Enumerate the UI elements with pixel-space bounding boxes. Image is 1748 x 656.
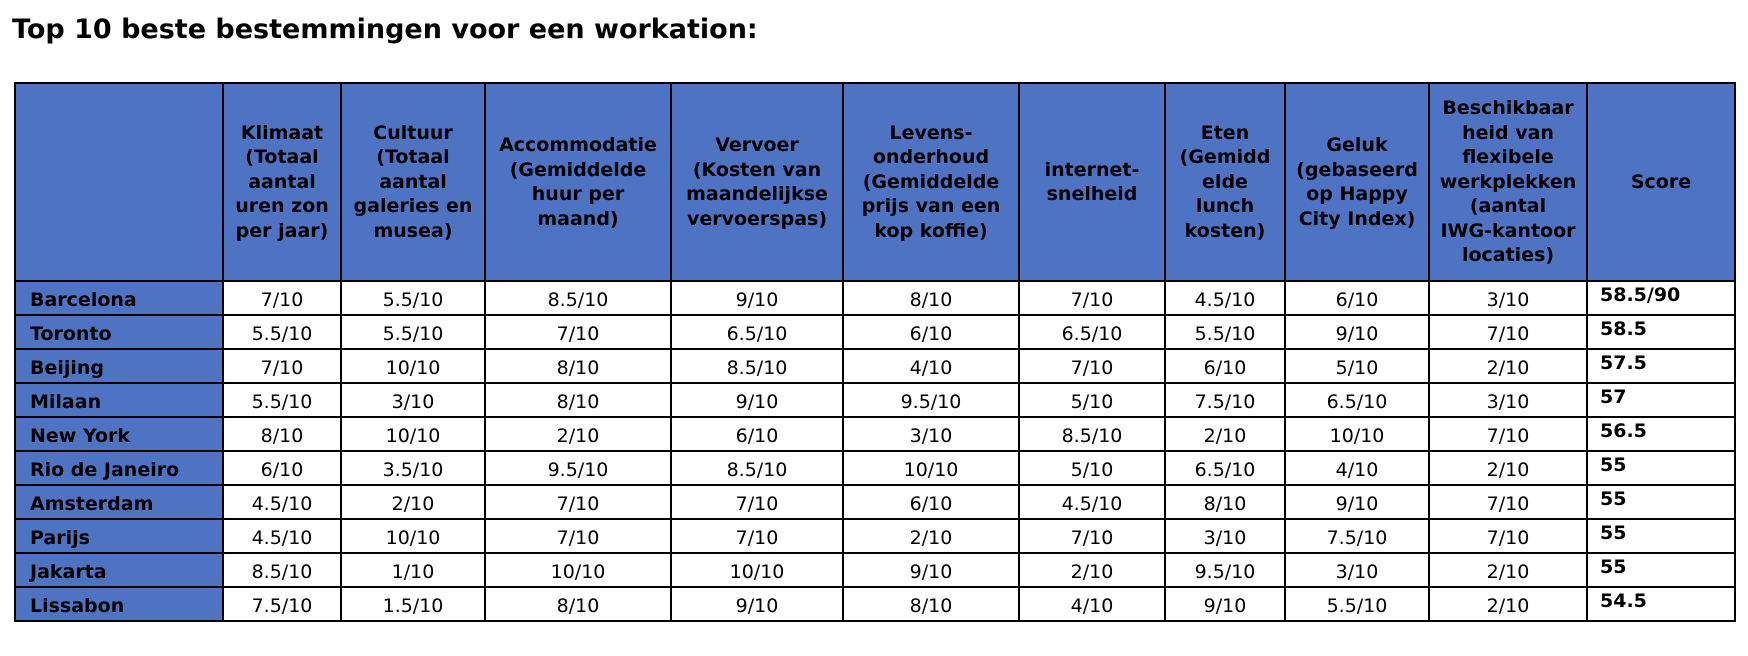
score-cell: 55 [1587,451,1735,485]
rating-cell: 10/10 [341,417,485,451]
city-cell: Parijs [15,519,223,553]
rating-cell: 5.5/10 [1165,315,1285,349]
table-row [15,485,1735,519]
rating-cell: 10/10 [843,451,1019,485]
rating-cell: 8.5/10 [223,553,341,587]
rating-cell: 5.5/10 [223,383,341,417]
rating-cell: 2/10 [341,485,485,519]
score-cell: 57 [1587,383,1735,417]
rating-cell: 7/10 [485,315,671,349]
rating-cell: 3/10 [843,417,1019,451]
header-cell-klimaat [223,83,341,281]
rating-cell: 8.5/10 [1019,417,1165,451]
city-cell: Beijing [15,349,223,383]
rating-cell: 2/10 [1429,451,1587,485]
city-cell: Lissabon [15,587,223,621]
rating-cell: 7/10 [1429,519,1587,553]
header-label: Eten (Gemidd elde lunch kosten) [1179,121,1271,242]
rating-cell: 3/10 [1429,281,1587,315]
rating-cell: 9/10 [671,383,843,417]
rating-cell: 2/10 [1019,553,1165,587]
rating-cell: 4/10 [1285,451,1429,485]
rating-cell: 2/10 [1429,349,1587,383]
rating-cell: 4/10 [1019,587,1165,621]
rating-cell: 5/10 [1285,349,1429,383]
table-row [15,417,1735,451]
rating-cell: 4/10 [843,349,1019,383]
header-cell-eten [1165,83,1285,281]
header-label: Geluk (gebaseerd op Happy City Index) [1296,134,1418,230]
city-cell: Barcelona [15,281,223,315]
rating-cell: 8/10 [485,349,671,383]
rating-cell: 6/10 [1285,281,1429,315]
table-body [15,281,1735,621]
rating-cell: 7/10 [1429,485,1587,519]
city-cell: Milaan [15,383,223,417]
score-cell: 58.5/90 [1587,281,1735,315]
rating-cell: 6.5/10 [1019,315,1165,349]
page-title: Top 10 beste bestemmingen voor een workation: [12,14,758,45]
rating-cell: 7/10 [1429,417,1587,451]
table-row [15,587,1735,621]
rating-cell: 7/10 [671,485,843,519]
city-cell: Rio de Janeiro [15,451,223,485]
table-row [15,451,1735,485]
rating-cell: 7/10 [1019,519,1165,553]
city-cell: Amsterdam [15,485,223,519]
rating-cell: 1.5/10 [341,587,485,621]
rating-cell: 5/10 [1019,451,1165,485]
header-cell-levensonderhoud [843,83,1019,281]
rating-cell: 8.5/10 [485,281,671,315]
table-row [15,281,1735,315]
rating-cell: 9.5/10 [843,383,1019,417]
city-cell: Jakarta [15,553,223,587]
rating-cell: 5.5/10 [341,315,485,349]
rating-cell: 5.5/10 [223,315,341,349]
rating-cell: 9/10 [1285,315,1429,349]
rating-cell: 2/10 [843,519,1019,553]
score-cell: 55 [1587,485,1735,519]
header-cell-werkplekken [1429,83,1587,281]
rating-cell: 10/10 [485,553,671,587]
score-cell: 56.5 [1587,417,1735,451]
rating-cell: 6/10 [1165,349,1285,383]
rating-cell: 7/10 [1019,281,1165,315]
rating-cell: 5.5/10 [1285,587,1429,621]
header-cell-internetsnelheid [1019,83,1165,281]
score-cell: 55 [1587,519,1735,553]
rating-cell: 3/10 [1429,383,1587,417]
score-cell: 54.5 [1587,587,1735,621]
table-row [15,383,1735,417]
score-cell: 55 [1587,553,1735,587]
rating-cell: 7/10 [1429,315,1587,349]
rating-cell: 10/10 [1285,417,1429,451]
rating-cell: 8/10 [485,587,671,621]
header-cell-vervoer [671,83,843,281]
rating-cell: 7/10 [1019,349,1165,383]
rating-cell: 3/10 [341,383,485,417]
table-row [15,349,1735,383]
rating-cell: 8/10 [485,383,671,417]
rating-cell: 10/10 [671,553,843,587]
header-label: Vervoer (Kosten van maandelijkse vervoerspas) [686,134,828,230]
score-cell: 58.5 [1587,315,1735,349]
rating-cell: 7.5/10 [1285,519,1429,553]
header-cell-geluk [1285,83,1429,281]
rating-cell: 5.5/10 [341,281,485,315]
rating-cell: 4.5/10 [223,519,341,553]
rating-cell: 6/10 [223,451,341,485]
city-cell: New York [15,417,223,451]
rating-cell: 7/10 [223,281,341,315]
rating-cell: 6/10 [843,485,1019,519]
rating-cell: 3/10 [1285,553,1429,587]
table-row [15,315,1735,349]
rating-cell: 3/10 [1165,519,1285,553]
rating-cell: 4.5/10 [1165,281,1285,315]
rating-cell: 9/10 [1165,587,1285,621]
rating-cell: 2/10 [485,417,671,451]
header-label: Accommodatie (Gemiddelde huur per maand) [499,134,657,230]
rating-cell: 6.5/10 [671,315,843,349]
rating-cell: 9/10 [843,553,1019,587]
rating-cell: 7/10 [485,519,671,553]
rating-cell: 2/10 [1429,553,1587,587]
rating-cell: 8.5/10 [671,349,843,383]
header-label: Klimaat (Totaal aantal uren zon per jaar) [235,121,329,242]
rating-cell: 9.5/10 [1165,553,1285,587]
rating-cell: 6.5/10 [1285,383,1429,417]
header-cell-accommodatie [485,83,671,281]
rating-cell: 10/10 [341,519,485,553]
rating-cell: 8/10 [1165,485,1285,519]
header-label: Score [1630,170,1692,193]
header-label: Cultuur (Totaal aantal galeries en musea) [353,121,473,242]
table-row [15,553,1735,587]
header-label: Beschikbaar heid van flexibele werkplekken (aantal IWG-kantoor locaties) [1439,97,1577,267]
rating-cell: 10/10 [341,349,485,383]
header-cell-score [1587,83,1735,281]
rating-cell: 7.5/10 [223,587,341,621]
table-row [15,519,1735,553]
rating-cell: 6/10 [671,417,843,451]
rating-cell: 6.5/10 [1165,451,1285,485]
header-row [15,83,1735,281]
rating-cell: 8/10 [843,281,1019,315]
rating-cell: 7/10 [485,485,671,519]
rating-cell: 7.5/10 [1165,383,1285,417]
rating-cell: 1/10 [341,553,485,587]
rating-cell: 9.5/10 [485,451,671,485]
rating-cell: 3.5/10 [341,451,485,485]
header-cell-cultuur [341,83,485,281]
rating-cell: 8/10 [843,587,1019,621]
rating-cell: 2/10 [1165,417,1285,451]
rating-cell: 8/10 [223,417,341,451]
score-cell: 57.5 [1587,349,1735,383]
rating-cell: 2/10 [1429,587,1587,621]
rating-cell: 4.5/10 [223,485,341,519]
rating-cell: 9/10 [1285,485,1429,519]
rating-cell: 6/10 [843,315,1019,349]
ranking-table [14,82,1736,622]
rating-cell: 7/10 [223,349,341,383]
header-label: Levens- onderhoud (Gemiddelde prijs van een kop koffie) [861,121,1001,242]
city-cell: Toronto [15,315,223,349]
rating-cell: 9/10 [671,281,843,315]
rating-cell: 9/10 [671,587,843,621]
rating-cell: 4.5/10 [1019,485,1165,519]
table-header [15,83,1735,281]
rating-cell: 5/10 [1019,383,1165,417]
rating-cell: 8.5/10 [671,451,843,485]
header-label: internet- snelheid [1044,158,1140,205]
rating-cell: 7/10 [671,519,843,553]
header-cell-corner [15,83,223,281]
